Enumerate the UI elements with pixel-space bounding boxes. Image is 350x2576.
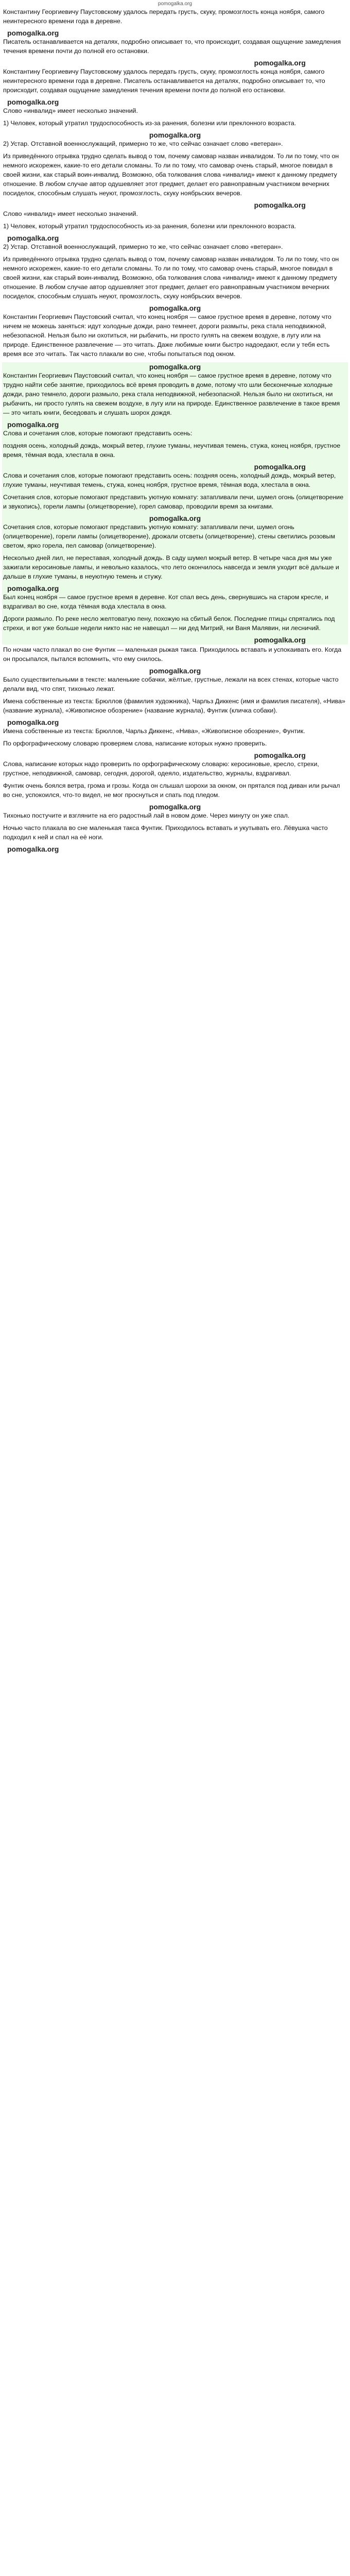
paragraph — [3, 675, 347, 693]
watermark-logo: pomogalka.org — [7, 98, 59, 106]
paragraph — [3, 106, 347, 115]
paragraph-text: Ночью часто плакала во сне маленькая такса Фунтик. Приходилось вставать и укутывать его. Лёвушка часто подходил к ней и спал на её ноги. — [3, 824, 328, 841]
paragraph-text: 1) Человек, который утратил трудоспособность из-за ранения, болезни или преклонного возраста. — [3, 223, 296, 230]
paragraph — [3, 7, 347, 26]
watermark-logo: pomogalka.org — [254, 636, 306, 644]
paragraph — [3, 781, 347, 800]
paragraph — [3, 493, 347, 511]
watermark-logo: pomogalka.org — [149, 131, 201, 139]
watermark-logo: pomogalka.org — [254, 59, 306, 67]
watermark-logo: pomogalka.org — [254, 751, 306, 759]
watermark-logo: pomogalka.org — [254, 463, 306, 471]
paragraph-text: Фунтик очень боялся ветра, грома и грозы. Когда он слышал шорохи за окном, он прятался под диван или рычал во сне, успокоился, что-то видел, не мог проснуться и спать под пледом. — [3, 782, 340, 799]
paragraph-text: Тихонько постучите и взгляните на его радостный лай в новом доме. Через минуту он уже спал. — [3, 812, 290, 819]
site-name: pomogalka.org — [157, 1, 192, 7]
paragraph — [3, 697, 347, 715]
paragraph-text: Из приведённого отрывка трудно сделать вывод о том, почему самовар назван инвалидом. То ли по тому, что он немного искорежен, какие-то его детали сломаны. То ли по тому, что самовар очень старый, многое повидал в своей жизни, как старый воин-инвалид. Возможно, оба толкования слова «инвалид» имеют к данному предмету отношение. В любом случае автор одушевляет этот предмет, делает его равноправным участником вечерних посиделок, способным слушать неуют, промозглость, скуку ноябрьских вечеров. — [3, 152, 339, 197]
paragraph — [3, 222, 347, 231]
paragraph-text: Дороги размыло. По реке несло желтоватую пену, похожую на сбитый белок. Последние птицы спрятались под стрехи, и вот уже больше недели никто нас не навещал — ни дед Митрий, ни Ваня Малявин, ни лесничий. — [3, 615, 335, 632]
section-3 — [2, 645, 348, 854]
watermark-logo: pomogalka.org — [7, 584, 59, 592]
paragraph — [3, 139, 347, 148]
paragraph — [3, 371, 347, 417]
paragraph-text: Был конец ноября — самое грустное время в деревне. Кот спал весь день, свернувшись на старом кресле, и вздрагивал во сне, когда тёмная вода хлестала в окна. — [3, 594, 328, 610]
paragraph-text: Слова и сочетания слов, которые помогают представить осень: — [3, 430, 192, 437]
paragraph-text: Из приведённого отрывка трудно сделать вывод о том, почему самовар назван инвалидом. То ли по тому, что он немного искорежен, какие-то его детали сломаны. То ли по тому, что самовар очень старый, многое повидал в своей жизни, как старый воин-инвалид. Возможно, оба толкования слова «инвалид» имеют к данному предмету отношение. В любом случае автор одушевляет этот предмет, делает его равноправным участником вечерних посиделок, способным слушать неуют, промозглость, скуку ноябрьских вечеров. — [3, 256, 339, 300]
paragraph — [3, 759, 347, 778]
paragraph — [3, 118, 347, 128]
paragraph-text: Константин Георгиевич Паустовский считал, что конец ноября — самое грустное время в деревне, потому что трудно найти себе занятие, приходилось всё время проводить в доме, потому что шли бесконечные холодные дожди, рано темнело, дороги размыло, река стала неподвижной, небезопасной. Нельзя было ни охотиться, ни рыбачить, ни просто гулять на свежем воздухе, в лугу или на природе. Единственное развлечение в такое время — это читать книги, беседовать и слушать шорох дождя. — [3, 372, 340, 416]
paragraph — [3, 739, 347, 748]
watermark-logo: pomogalka.org — [149, 667, 201, 675]
watermark-logo: pomogalka.org — [149, 304, 201, 312]
paragraph — [3, 811, 347, 820]
paragraph-text: Слово «инвалид» имеет несколько значений. — [3, 210, 138, 217]
paragraph-text: Слова, написание которых надо проверить по орфографическому словарю: керосиновые, кресло, стрехи, грустное, неподвижной, самовар, сегодня, дорогой, одеяло, издательство, журналы, вздрагивал. — [3, 760, 319, 777]
paragraph — [3, 441, 347, 460]
paragraph — [3, 614, 347, 633]
paragraph — [3, 242, 347, 251]
paragraph — [3, 255, 347, 301]
paragraph — [3, 312, 347, 359]
watermark-logo: pomogalka.org — [149, 514, 201, 522]
watermark-logo: pomogalka.org — [7, 845, 59, 853]
paragraph — [3, 67, 347, 95]
paragraph — [3, 592, 347, 611]
paragraph-text: поздняя осень, холодный дождь, мокрый ветер, глухие туманы, неучтивая темень, стужа, конец ноября, грустное время, тёмная вода, хлестала в окна. — [3, 442, 341, 459]
paragraph-text: Было существительными в тексте: маленькие собачки, жёлтые, грустные, лежали на всех стенах, которые часто делали вид, что спят, тихонько лежат. — [3, 676, 339, 692]
paragraph-text: Слово «инвалид» имеет несколько значений. — [3, 107, 138, 114]
paragraph — [3, 553, 347, 581]
paragraph — [3, 429, 347, 438]
section-1 — [2, 7, 348, 362]
watermark-logo: pomogalka.org — [7, 420, 59, 429]
paragraph-text: Сочетания слов, которые помогают представить уютную комнату: затапливали печи, шумел огонь (олицетворение), горели лампы (олицетворение), дрожали отсветы (олицетворение), стены светились розовым светом, ярко горела, пел самовар (олицетворение). — [3, 523, 335, 549]
watermark-logo: pomogalka.org — [149, 803, 201, 811]
watermark-logo: pomogalka.org — [254, 201, 306, 209]
paragraph-text: 2) Устар. Отставной военнослужащий, примерно то же, что сейчас означает слово «ветеран». — [3, 140, 283, 147]
paragraph — [3, 823, 347, 842]
paragraph — [3, 37, 347, 56]
watermark-logo: pomogalka.org — [7, 718, 59, 726]
paragraph-text: Имена собственные из текста: Брюллов (фамилия художника), Чарльз Диккенс (имя и фамилия писателя), «Нива» (название журнала), «Живописное обозрение» (название журнала), Фунтик (кличка собаки). — [3, 698, 345, 714]
watermark-logo: pomogalka.org — [7, 234, 59, 242]
paragraph — [3, 151, 347, 198]
paragraph-text: Слова и сочетания слов, которые помогают представить осень: поздняя осень, холодный дождь, мокрый ветер, глухие туманы, неучтивая темень, стужа, конец ноября, грустное время, тёмная вода, хлестала в окна. — [3, 472, 336, 488]
paragraph-text: 2) Устар. Отставной военнослужащий, примерно то же, что сейчас означает слово «ветеран». — [3, 243, 283, 250]
site-header — [2, 0, 348, 7]
paragraph-text: Имена собственные из текста: Брюллов, Чарльз Диккенс, «Нива», «Живописное обозрение», Фунтик. — [3, 727, 305, 735]
paragraph — [3, 726, 347, 736]
paragraph-text: Константину Георгиевичу Паустовскому удалось передать грусть, скуку, промозглость конца ноября, самого неинтересного времени года в деревне. — [3, 8, 325, 25]
paragraph-text: По ночам часто плакал во сне Фунтик — маленькая рыжая такса. Приходилось вставать и успокаивать его. Когда он просыпался, пытался вспомнить, что ему снилось. — [3, 646, 342, 663]
paragraph — [3, 522, 347, 550]
paragraph — [3, 645, 347, 664]
section-2 — [2, 362, 348, 645]
paragraph-text: Писатель останавливается на деталях, подробно описывает то, что происходит, создавая ощущение замедления течения времени почти до полной его остановки. — [3, 38, 341, 55]
watermark-logo: pomogalka.org — [149, 363, 201, 371]
watermark-logo: pomogalka.org — [7, 29, 59, 37]
paragraph — [3, 209, 347, 218]
paragraph-text: 1) Человек, который утратил трудоспособность из-за ранения, болезни или преклонного возраста. — [3, 120, 296, 127]
paragraph-text: Несколько дней лил, не переставая, холодный дождь. В саду шумел мокрый ветер. В четыре часа дня мы уже зажигали керосиновые лампы, и невольно казалось, что лето окончилось навсегда и земля уходит всё дальше и дальше в глухие туманы, в неуютную темень и стужу. — [3, 554, 339, 580]
paragraph-text: Константин Георгиевич Паустовский считал, что конец ноября — самое грустное время в деревне, потому что ничем не можешь заняться: идут холодные дожди, рано темнеет, дороги размыты, река стала неподвижной, небезопасной. Нельзя было ни охотиться, ни рыбачить, ни просто гулять на свежем воздухе, в лугу или на природе. Единственное развлечение — это читать. Даже любимые книги быстро надоедают, если у тебя есть время все это читать. Так часто плакали во сне, чтобы попытаться под окном. — [3, 313, 331, 358]
paragraph-text: Сочетания слов, которые помогают представить уютную комнату: затапливали печи, шумел огонь (олицетворение и звукопись), горели лампы (олицетворение), горел самовар, проводили время за книгами. — [3, 494, 344, 510]
paragraph-text: По орфографическому словарю проверяем слова, написание которых нужно проверить. — [3, 740, 267, 747]
paragraph — [3, 471, 347, 489]
paragraph-text: Константину Георгиевичу Паустовскому удалось передать грусть, скуку, промозглость конца ноября, самого неинтересного времени года в деревне. Писатель останавливается на деталях, подробно описывает то, что происходит, создавая ощущение замедления течения времени почти до полной его остановки. — [3, 68, 325, 94]
